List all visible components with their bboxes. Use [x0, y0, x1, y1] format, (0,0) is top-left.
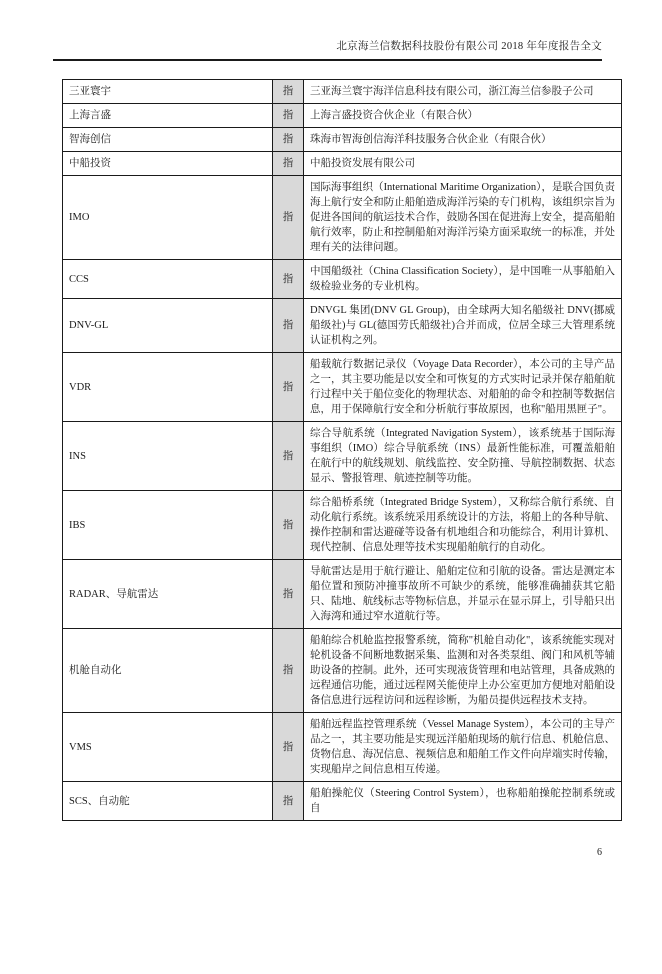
table-row	[63, 713, 622, 782]
pointer-cell: 指	[273, 560, 304, 629]
definition-cell: 综合导航系统（Integrated Navigation System），该系统基于国际海事组织（IMO）综合导航系统（INS）最新性能标准，可覆盖船舶在航行中的航线规划、航线监控、安全防撞、导航控制数据、状态显示、警报管理、航迹控制等功能。	[304, 422, 622, 491]
definition-cell: 中国船级社（China Classification Society），是中国唯一从事船舶入级检验业务的专业机构。	[304, 260, 622, 299]
term-cell: IMO	[63, 176, 273, 260]
table-row	[63, 782, 622, 821]
term-cell: DNV-GL	[63, 299, 273, 353]
term-cell: VMS	[63, 713, 273, 782]
table-row	[63, 560, 622, 629]
term-cell: CCS	[63, 260, 273, 299]
term-cell: 上海言盛	[63, 104, 273, 128]
term-cell: INS	[63, 422, 273, 491]
definition-cell: 导航雷达是用于航行避让、船舶定位和引航的设备。雷达是测定本船位置和预防冲撞事故所不可缺少的系统，能够准确捕获其它船只、陆地、航线标志等物标信息，并显示在显示屏上，引导船只出入海湾和通过窄水道航行等。	[304, 560, 622, 629]
pointer-cell: 指	[273, 782, 304, 821]
table-row	[63, 491, 622, 560]
pointer-cell: 指	[273, 152, 304, 176]
definitions-table	[62, 79, 622, 821]
term-cell: RADAR、导航雷达	[63, 560, 273, 629]
table-row	[63, 260, 622, 299]
definition-cell: 珠海市智海创信海洋科技服务合伙企业（有限合伙）	[304, 128, 622, 152]
table-row	[63, 104, 622, 128]
table-row	[63, 299, 622, 353]
pointer-cell: 指	[273, 260, 304, 299]
pointer-cell: 指	[273, 128, 304, 152]
pointer-cell: 指	[273, 422, 304, 491]
pointer-cell: 指	[273, 491, 304, 560]
definition-cell: 国际海事组织（International Maritime Organization），是联合国负责海上航行安全和防止船舶造成海洋污染的专门机构，该组织宗旨为促进各国间的航运技术合作，鼓励各国在促进海上安全，提高船舶航行效率，防止和控制船舶对海洋污染方面采取统一的标准，并处理有关的法律问题。	[304, 176, 622, 260]
table-row	[63, 176, 622, 260]
definition-cell: 中船投资发展有限公司	[304, 152, 622, 176]
definition-cell: 船舶操舵仪（Steering Control System），也称船舶操舵控制系统或自	[304, 782, 622, 821]
pointer-cell: 指	[273, 299, 304, 353]
table-row	[63, 353, 622, 422]
definition-cell: 上海言盛投资合伙企业（有限合伙）	[304, 104, 622, 128]
page-number: 6	[597, 847, 602, 858]
table-row	[63, 422, 622, 491]
definitions-table-body	[63, 80, 622, 821]
definition-cell: 船载航行数据记录仪（Voyage Data Recorder），本公司的主导产品之一，其主要功能是以安全和可恢复的方式实时记录并保存船舶航行过程中关于船位变化的物理状态、对船舶的命令和控制等数据信息，用于保障航行安全和分析航行事故原因，也称"船用黑匣子"。	[304, 353, 622, 422]
definition-cell: 综合船桥系统（Integrated Bridge System），又称综合航行系统、自动化航行系统。该系统采用系统设计的方法，将船上的各种导航、操作控制和雷达避碰等设备有机地组合和功能综合，利用计算机、现代控制、信息处理等技术实现船舶航行的自动化。	[304, 491, 622, 560]
table-row	[63, 128, 622, 152]
pointer-cell: 指	[273, 713, 304, 782]
definition-cell: 三亚海兰寰宇海洋信息科技有限公司，浙江海兰信参股子公司	[304, 80, 622, 104]
table-row	[63, 629, 622, 713]
table-row	[63, 152, 622, 176]
term-cell: VDR	[63, 353, 273, 422]
definition-cell: DNVGL 集团(DNV GL Group)，由全球两大知名船级社 DNV(挪威船级社)与 GL(德国劳氏船级社)合并而成，位居全球三大管理系统认证机构之列。	[304, 299, 622, 353]
term-cell: IBS	[63, 491, 273, 560]
pointer-cell: 指	[273, 629, 304, 713]
pointer-cell: 指	[273, 80, 304, 104]
definition-cell: 船舶远程监控管理系统（Vessel Manage System），本公司的主导产品之一，其主要功能是实现远洋船舶现场的航行信息、机舱信息、货物信息、海况信息、视频信息和船舶工作文件向岸端实时传输，实现船岸之间信息相互传递。	[304, 713, 622, 782]
term-cell: 中船投资	[63, 152, 273, 176]
table-row	[63, 80, 622, 104]
pointer-cell: 指	[273, 176, 304, 260]
report-header-title: 北京海兰信数据科技股份有限公司 2018 年年度报告全文	[53, 38, 602, 61]
term-cell: 智海创信	[63, 128, 273, 152]
definition-cell: 船舶综合机舱监控报警系统，简称"机舱自动化"，该系统能实现对轮机设备不间断地数据采集、监测和对各类泵组、阀门和风机等辅助设备的控制。此外，还可实现液货管理和电站管理，具备成熟的远程通信功能，通过远程网关能使岸上办公室更加方便地对船舶设备信息进行远程访问和远程诊断，为船员提供远程技术支持。	[304, 629, 622, 713]
pointer-cell: 指	[273, 353, 304, 422]
term-cell: 机舱自动化	[63, 629, 273, 713]
pointer-cell: 指	[273, 104, 304, 128]
term-cell: SCS、自动舵	[63, 782, 273, 821]
term-cell: 三亚寰宇	[63, 80, 273, 104]
